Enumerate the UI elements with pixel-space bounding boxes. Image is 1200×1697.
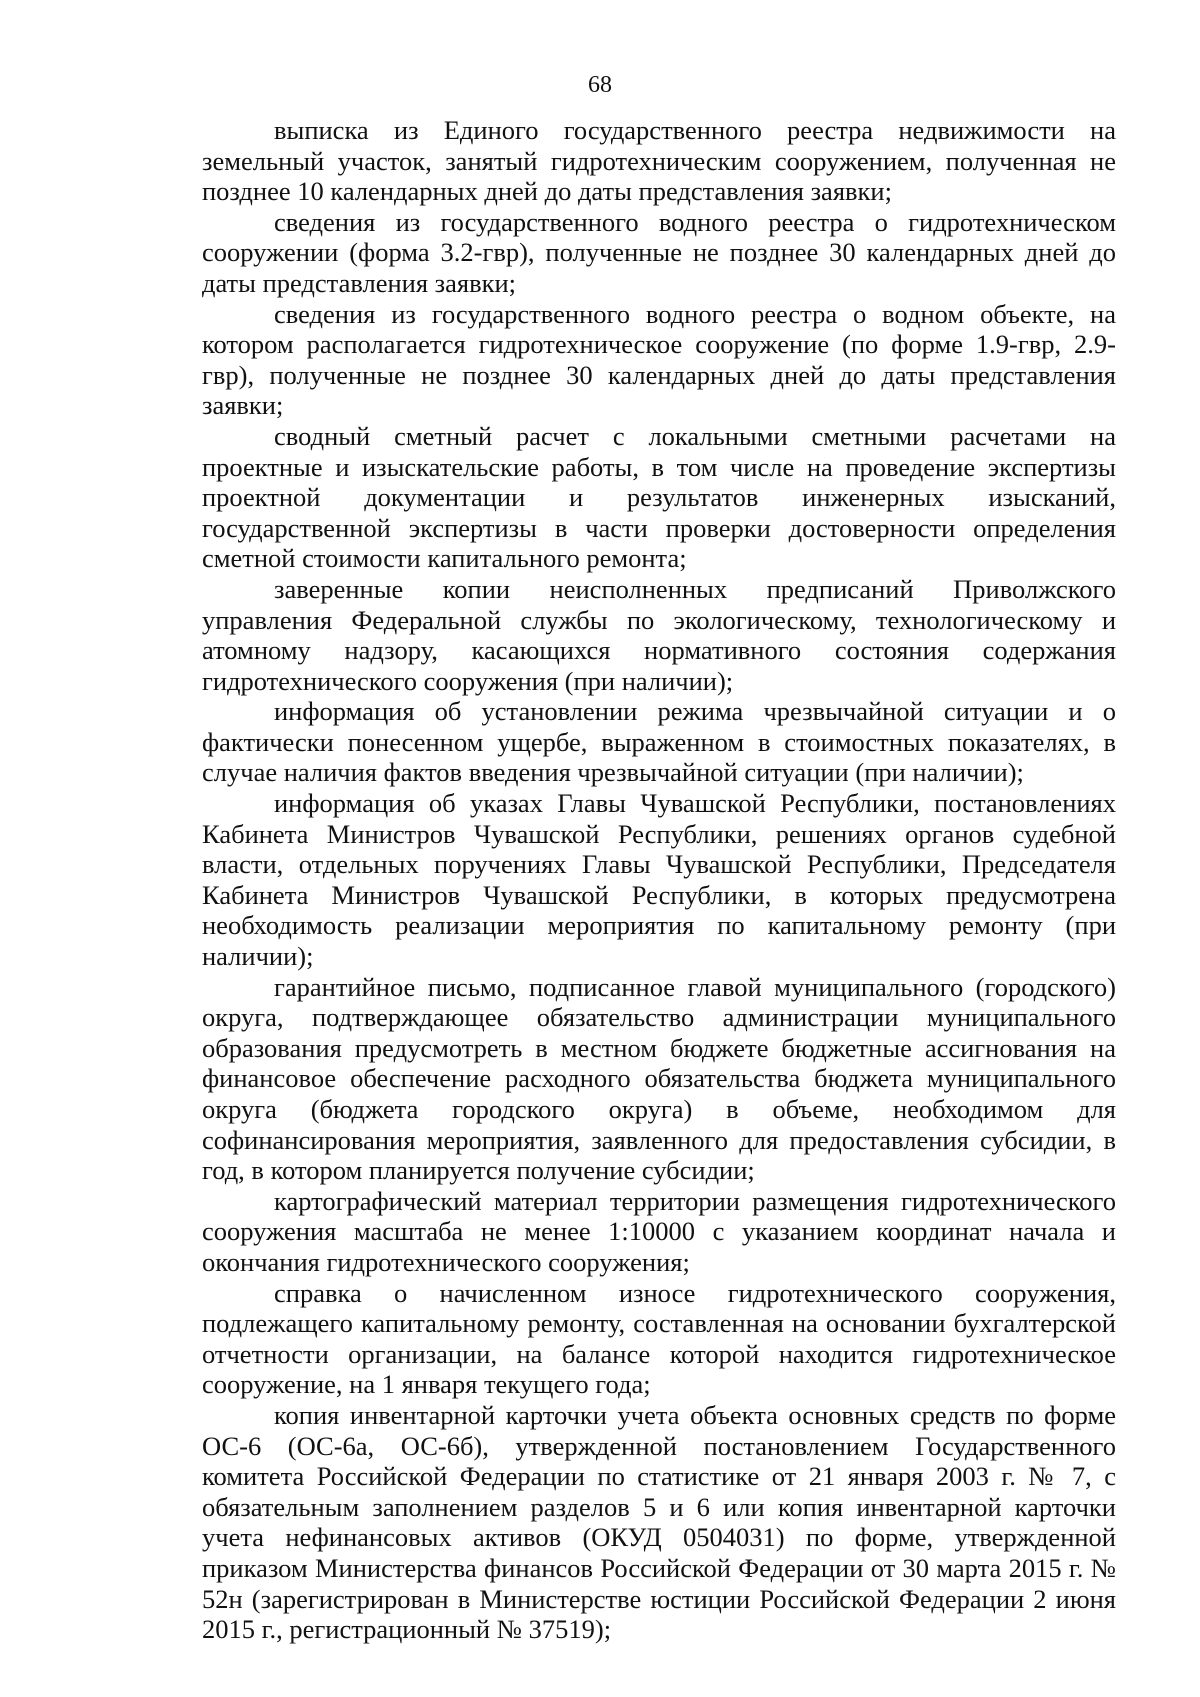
paragraph: заверенные копии неисполненных предписаний Приволжского управления Федеральной службы по экологическому, технологическому и атомному надзору, касающихся нормативного состояния содержания гидротехнического сооружения (при наличии);	[202, 573, 1116, 696]
paragraph: картографический материал территории размещения гидротехнического сооружения масштаба не менее 1:10000 с указанием координат начала и окончания гидротехнического сооружения;	[202, 1185, 1116, 1277]
paragraph: сводный сметный расчет с локальными сметными расчетами на проектные и изыскательские работы, в том числе на проведение экспертизы проектной документации и результатов инженерных изысканий, государственной экспертизы в части проверки достоверности определения сметной стоимости капитального ремонта;	[202, 420, 1116, 574]
paragraph: информация об установлении режима чрезвычайной ситуации и о фактически понесенном ущербе, выраженном в стоимостных показателях, в случае наличия фактов введения чрезвычайной ситуации (при наличии);	[202, 696, 1116, 788]
page-number: 68	[588, 72, 612, 98]
document-body	[202, 115, 1116, 1645]
paragraph: выписка из Единого государственного реестра недвижимости на земельный участок, занятый гидротехническим сооружением, полученная не позднее 10 календарных дней до даты представления заявки;	[202, 115, 1116, 207]
paragraph: копия инвентарной карточки учета объекта основных средств по форме ОС-6 (ОС-6а, ОС-6б), утвержденной постановлением Государственного комитета Российской Федерации по статистике от 21 января 2003 г. № 7, с обязательным заполнением разделов 5 и 6 или копия инвентарной карточки учета нефинансовых активов (ОКУД 0504031) по форме, утвержденной приказом Министерства финансов Российской Федерации от 30 марта 2015 г. № 52н (зарегистрирован в Министерстве юстиции Российской Федерации 2 июня 2015 г., регистрационный № 37519);	[202, 1399, 1116, 1645]
paragraph: справка о начисленном износе гидротехнического сооружения, подлежащего капитальному ремонту, составленная на основании бухгалтерской отчетности организации, на балансе которой находится гидротехническое сооружение, на 1 января текущего года;	[202, 1277, 1116, 1400]
paragraph: информация об указах Главы Чувашской Республики, постановлениях Кабинета Министров Чувашской Республики, решениях органов судебной власти, отдельных поручениях Главы Чувашской Республики, Председателя Кабинета Министров Чувашской Республики, в которых предусмотрена необходимость реализации мероприятия по капитальному ремонту (при наличии);	[202, 788, 1116, 972]
paragraph: гарантийное письмо, подписанное главой муниципального (городского) округа, подтверждающее обязательство администрации муниципального образования предусмотреть в местном бюджете бюджетные ассигнования на финансовое обеспечение расходного обязательства бюджета муниципального округа (бюджета городского округа) в объеме, необходимом для софинансирования мероприятия, заявленного для предоставления субсидии, в год, в котором планируется получение субсидии;	[202, 971, 1116, 1186]
paragraph: сведения из государственного водного реестра о гидротехническом сооружении (форма 3.2-гвр), полученные не позднее 30 календарных дней до даты представления заявки;	[202, 206, 1116, 298]
paragraph: сведения из государственного водного реестра о водном объекте, на котором располагается гидротехническое сооружение (по форме 1.9-гвр, 2.9-гвр), полученные не позднее 30 календарных дней до даты представления заявки;	[202, 298, 1116, 421]
